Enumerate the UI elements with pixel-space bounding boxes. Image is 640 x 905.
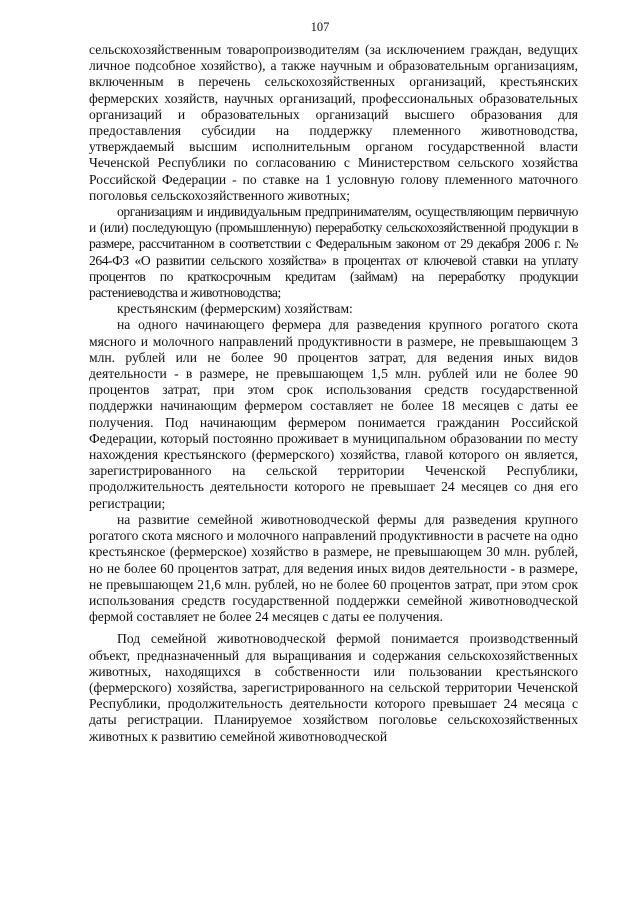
paragraph-family-livestock-farm: на развитие семейной животноводческой фермы для разведения крупного рогатого скота мясного и молочного направлений продуктивности в расчете на одно крестьянское (фермерское) хозяйство в размере, не превышающем 30 млн. рублей, но не более 60 процентов затрат, для ведения иных видов деятельности - в размере, не превышающем 21,6 млн. рублей, но не более 60 процентов затрат, при этом срок использования средств государственной поддержки семейной животноводческой фермой составляет не более 24 месяцев с даты ее получения. [89,511,578,625]
paragraph-family-farm-definition: Под семейной животноводческой фермой понимается производственный объект, предназначенный для выращивания и содержания сельскохозяйственных животных, находящихся в собственности или пользовании крестьянского (фермерского) хозяйства, зарегистрированного на сельской территории Чеченской Республики, продолжительность деятельности которого превышает 24 месяца с даты регистрации. Планируемое хозяйством поголовье сельскохозяйственных животных к развитию семейной животноводческой [89,631,578,744]
paragraph-beginning-farmer: на одного начинающего фермера для разведения крупного рогатого скота мясного и молочного направлений продуктивности в размере, не превышающем 3 млн. рублей или не более 90 процентов затрат, для ведения иных видов деятельности - в размере, не превышающем 1,5 млн. рублей или не более 90 процентов затрат, при этом срок использования средств государственной поддержки начинающим фермером составляет не более 18 месяцев с даты ее получения. Под начинающим фермером понимается гражданин Российской Федерации, который постоянно проживает в муниципальном образовании по месту нахождения крестьянского (фермерского) хозяйства, главой которого он является, зарегистрированного на сельской территории Чеченской Республики, продолжительность деятельности которого не превышает 24 месяцев со дня его регистрации; [89,317,578,511]
paragraph-subsidy-recipients: сельскохозяйственным товаропроизводителям (за исключением граждан, ведущих личное подсобное хозяйство), а также научным и образовательным организациям, включенным в перечень сельскохозяйственных организаций, крестьянских фермерских хозяйств, научных организаций, профессиональных образовательных организаций и образовательных организаций высшего образования для предоставления субсидии на поддержку племенного животноводства, утверждаемый высшим исполнительным органом государственной власти Чеченской Республики по согласованию с Министерством сельского хозяйства Российской Федерации - по ставке на 1 условную голову племенного маточного поголовья сельскохозяйственного животных; [89,42,578,203]
page-number: 107 [310,20,330,34]
document-body [89,42,578,745]
paragraph-processing-organizations: организациям и индивидуальным предпринимателям, осуществляющим первичную и (или) последующую (промышленную) переработку сельскохозяйственной продукции в размере, рассчитанном в соответствии с Федеральным законом от 29 декабря 2006 г. № 264-ФЗ «О развитии сельского хозяйства» в процентах от ключевой ставки на уплату процентов по краткосрочным кредитам (займам) на переработку продукции растениеводства и животноводства; [89,204,578,301]
paragraph-farm-households-heading: крестьянским (фермерским) хозяйствам: [117,301,353,317]
